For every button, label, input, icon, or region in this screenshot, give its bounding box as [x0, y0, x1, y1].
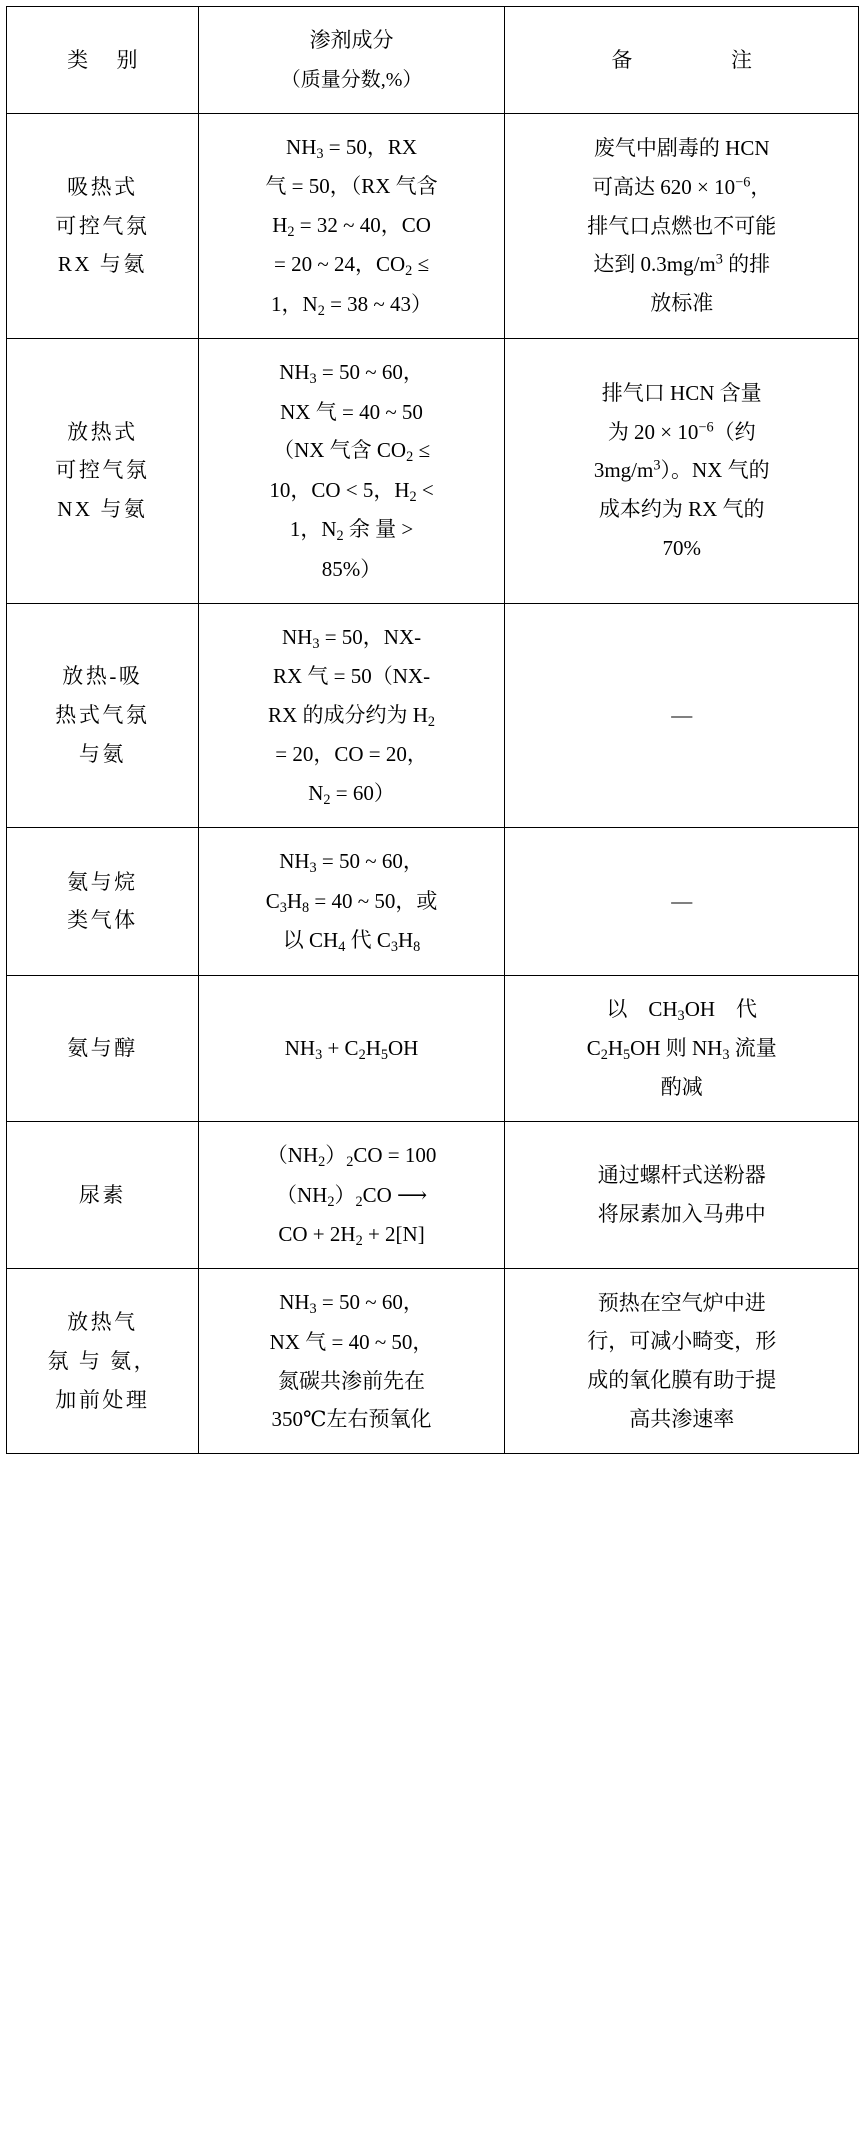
row-note: 预热在空气炉中进 行，可减小畸变，形 成的氧化膜有助于提 高共渗速率	[505, 1269, 859, 1454]
table-row	[7, 603, 859, 828]
table-row	[7, 828, 859, 975]
row-note: —	[505, 603, 859, 828]
table-row	[7, 975, 859, 1122]
row-category: 吸热式 可控气氛 RX 与氨	[7, 113, 199, 338]
table-row	[7, 339, 859, 603]
header-note	[505, 7, 859, 114]
table-row	[7, 1122, 859, 1269]
row-composition: $NH_3 = 50$ ~ 60， NX 气 = 40 ~ 50， 氮碳共渗前先在 350℃左右预氧化	[198, 1269, 505, 1454]
header-composition-sub: （质量分数,%）	[280, 68, 423, 91]
row-composition: $NH_3 = 50$，RX 气 = 50，（RX 气含 $H_2 = 32$ ~ 40，CO = 20 ~ 24，$CO_2$ ≤ 1，$N_2 = 38$ ~ 43）	[198, 113, 505, 338]
row-category: 氨与醇	[7, 975, 199, 1122]
row-note: 通过螺杆式送粉器 将尿素加入马弗中	[505, 1122, 859, 1269]
row-category: 放热-吸 热式气氛 与氨	[7, 603, 199, 828]
row-composition: $NH_3 = 50$ ~ 60， NX 气 = 40 ~ 50 （NX 气含 $CO_2$ ≤ 10，CO < 5，$H_2$ < 1，$N_2$ 余 量 > 85%）	[198, 339, 505, 603]
row-note: —	[505, 828, 859, 975]
nitrocarburizing-atmosphere-table	[6, 6, 859, 1454]
table-row	[7, 1269, 859, 1454]
row-category: 放热式 可控气氛 NX 与氨	[7, 339, 199, 603]
header-category-label: 类 别	[67, 47, 150, 72]
table-row	[7, 113, 859, 338]
row-category: 放热气 氛 与 氨， 加前处理	[7, 1269, 199, 1454]
row-note: 排气口 HCN 含量 为 $20 \times 10^{-6}$（约 $3mg/m^3$）。NX 气的 成本约为 RX 气的 70%	[505, 339, 859, 603]
row-composition: $NH_3 + C_2H_5OH$	[198, 975, 505, 1122]
row-composition: $(NH_2)_2CO = 100$ $(NH_2)_2CO$ ⟶ CO + $2H_2 + 2[N]$	[198, 1122, 505, 1269]
header-composition	[198, 7, 505, 114]
header-note-label: 备 注	[611, 47, 771, 72]
row-composition: $NH_3 = 50$，NX- RX 气 = 50（NX- RX 的成分约为 $H_2$ = 20，CO = 20， $N_2 = 60$）	[198, 603, 505, 828]
table-header-row	[7, 7, 859, 114]
row-composition: $NH_3 = 50$ ~ 60， $C_3H_8 = 40$ ~ 50，或 以 $CH_4$ 代 $C_3H_8$	[198, 828, 505, 975]
row-category: 氨与烷 类气体	[7, 828, 199, 975]
row-note: 废气中剧毒的 HCN 可高达 $620 \times 10^{-6}$， 排气口点燃也不可能 达到 $0.3mg/m^3$ 的排 放标准	[505, 113, 859, 338]
header-composition-main: 渗剂成分	[309, 28, 394, 52]
row-note: 以 $CH_3OH$ 代 $C_2H_5OH$ 则 $NH_3$ 流量 酌减	[505, 975, 859, 1122]
header-category	[7, 7, 199, 114]
row-category: 尿素	[7, 1122, 199, 1269]
